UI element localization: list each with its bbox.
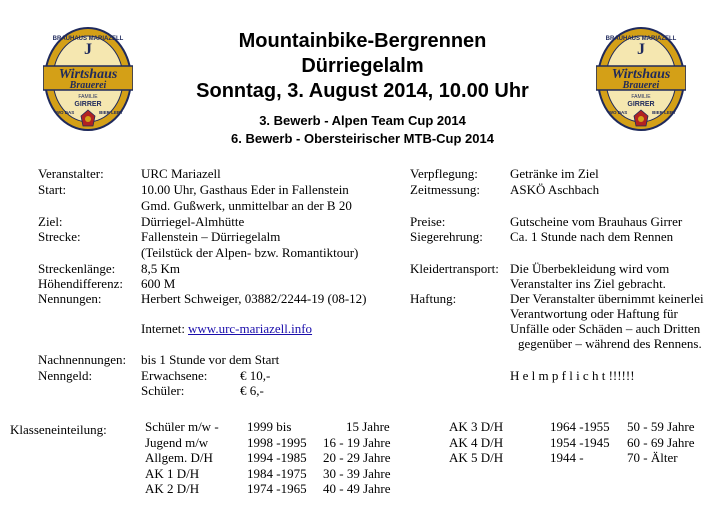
class-age: 30 - 39 Jahre (323, 465, 391, 481)
start-label: Start: (38, 182, 67, 197)
preise-label: Preise: (410, 214, 446, 229)
start-value-2: Gmd. Gußwerk, unmittelbar an der B 20 (141, 198, 352, 213)
logo-arc-left: WO DAS (608, 110, 628, 115)
event-location: Dürriegelalm (301, 55, 424, 77)
class-age: 50 - 59 Jahre (627, 419, 695, 434)
streckenlaenge-value: 8,5 Km (141, 261, 180, 276)
nennungen-value: Herbert Schweiger, 03882/2244-19 (08-12) (141, 291, 367, 306)
cup-line-2: 6. Bewerb - Obersteirischer MTB-Cup 2014 (231, 131, 494, 146)
event-title: Mountainbike-Bergrennen (238, 30, 487, 52)
logo-arc-text: BRAUHAUS MARIAZELL (52, 36, 124, 42)
preise-value: Gutscheine vom Brauhaus Girrer (510, 214, 683, 229)
kleidertransport-value-1: Die Überbekleidung wird vom (510, 261, 670, 276)
class-name: AK 2 D/H (145, 481, 200, 496)
logo-name: GIRRER (74, 101, 102, 108)
class-name: Allgem. D/H (145, 450, 213, 465)
logo-word2: Brauerei (622, 80, 660, 91)
logo-name: GIRRER (627, 101, 655, 108)
logo-word2: Brauerei (69, 80, 107, 91)
klassen-label: Klasseneinteilung: (10, 422, 107, 437)
schueler-label: Schüler: (141, 383, 185, 398)
schueler-price: € 6,- (240, 383, 264, 398)
class-years: 1974 -1965 (247, 481, 307, 496)
class-years: 1998 -1995 (247, 434, 307, 450)
haftung-value-1: Der Veranstalter übernimmt keinerlei (510, 291, 704, 306)
hoehendifferenz-value: 600 M (141, 276, 176, 291)
class-years: 1994 -1985 (247, 450, 307, 465)
class-age: 15 Jahre (346, 419, 390, 434)
erwachsene-price: € 10,- (240, 368, 271, 383)
strecke-value-2: (Teilstück der Alpen- bzw. Romantiktour) (141, 245, 359, 260)
class-age: 60 - 69 Jahre (627, 434, 695, 450)
class-age: 20 - 29 Jahre (323, 450, 391, 465)
logo-arc-right: BIER LEBT (99, 110, 123, 115)
kleidertransport-label: Kleidertransport: (410, 261, 499, 276)
streckenlaenge-label: Streckenlänge: (38, 261, 116, 276)
haftung-label: Haftung: (410, 291, 457, 306)
zeitmessung-label: Zeitmessung: (410, 182, 481, 197)
svg-text:J: J (84, 41, 92, 58)
strecke-label: Strecke: (38, 229, 81, 244)
ziel-value: Dürriegel-Almhütte (141, 214, 245, 229)
kleidertransport-value-2: Veranstalter ins Ziel gebracht. (510, 276, 666, 291)
veranstalter-label: Veranstalter: (38, 166, 104, 181)
class-age: 16 - 19 Jahre (323, 434, 391, 450)
class-name: Schüler m/w - (145, 419, 219, 434)
veranstalter-value: URC Mariazell (141, 166, 221, 181)
class-name: AK 1 D/H (145, 465, 200, 481)
class-years: 1944 - (550, 450, 584, 465)
class-years: 1999 bis (247, 419, 292, 434)
siegerehrung-value: Ca. 1 Stunde nach dem Rennen (510, 229, 674, 244)
nennungen-label: Nennungen: (38, 291, 102, 306)
verpflegung-value: Getränke im Ziel (510, 166, 599, 181)
siegerehrung-label: Siegerehrung: (410, 229, 483, 244)
class-age: 40 - 49 Jahre (323, 481, 391, 496)
logo-family: FAMILIE (631, 94, 651, 100)
helmpflicht-notice: H e l m p f l i c h t !!!!!! (510, 368, 635, 383)
haftung-value-2: Verantwortung oder Haftung für (510, 306, 678, 321)
logo-arc-text: BRAUHAUS MARIAZELL (605, 36, 677, 42)
class-years: 1954 -1945 (550, 434, 610, 450)
logo-arc-left: WO DAS (55, 110, 75, 115)
class-name: Jugend m/w (145, 434, 209, 450)
logo-word1: Wirtshaus (58, 67, 118, 82)
class-name: AK 4 D/H (449, 434, 504, 450)
start-value-1: 10.00 Uhr, Gasthaus Eder in Fallenstein (141, 182, 349, 197)
logo-word1: Wirtshaus (611, 67, 671, 82)
strecke-value-1: Fallenstein – Dürriegelalm (141, 229, 281, 244)
hoehendifferenz-label: Höhendifferenz: (38, 276, 123, 291)
svg-text:J: J (637, 41, 645, 58)
nenngeld-label: Nenngeld: (38, 368, 93, 383)
logo-family: FAMILIE (78, 94, 98, 100)
ziel-label: Ziel: (38, 214, 63, 229)
logo-arc-right: BIER LEBT (652, 110, 676, 115)
nachnennungen-label: Nachnennungen: (38, 352, 127, 367)
zeitmessung-value: ASKÖ Aschbach (510, 182, 600, 197)
internet-label: Internet: (141, 321, 186, 336)
class-years: 1964 -1955 (550, 419, 610, 434)
nachnennungen-value: bis 1 Stunde vor dem Start (141, 352, 280, 367)
haftung-value-3: Unfälle oder Schäden – auch Dritten (510, 321, 701, 336)
haftung-value-4: gegenüber – während des Rennens. (518, 336, 702, 351)
event-date: Sonntag, 3. August 2014, 10.00 Uhr (196, 80, 529, 102)
erwachsene-label: Erwachsene: (141, 368, 208, 383)
internet-link[interactable]: www.urc-mariazell.info (188, 321, 313, 336)
cup-line-1: 3. Bewerb - Alpen Team Cup 2014 (259, 113, 466, 128)
class-name: AK 3 D/H (449, 419, 504, 434)
class-years: 1984 -1975 (247, 465, 307, 481)
class-name: AK 5 D/H (449, 450, 504, 465)
class-age: 70 - Älter (627, 450, 678, 465)
verpflegung-label: Verpflegung: (410, 166, 478, 181)
